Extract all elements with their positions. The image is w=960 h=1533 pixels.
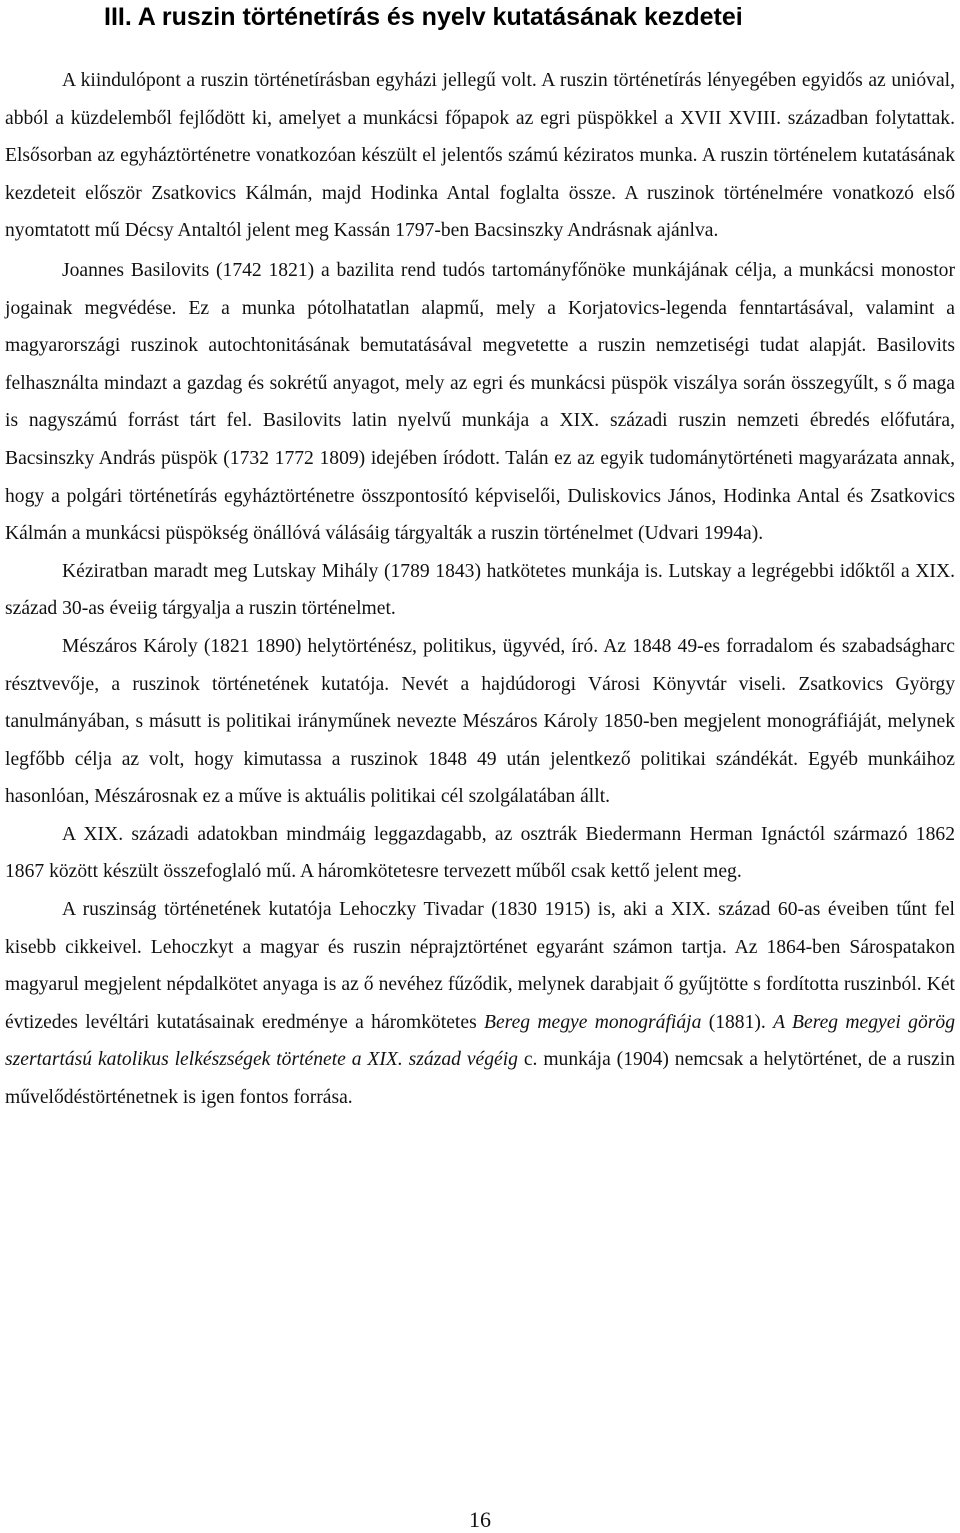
- paragraph-6-text-end: c. munkája (1904) nemcsak a helytörténet, de a ruszin művelődéstörténetnek is igen fontos forrása.: [5, 1049, 955, 1109]
- page-number: 16: [469, 1507, 491, 1532]
- book-title-bereg-monograph: Bereg megye monográfiája: [484, 1011, 702, 1033]
- book-title-bereg-parishes: A Bereg megyei görög szertartású katolikus lelkészségek története a XIX. század végéig: [5, 1011, 955, 1071]
- paragraph-5: A XIX. századi adatokban mindmáig leggazdagabb, az osztrák Biedermann Herman Ignáctól származó 1862 1867 között készült összefoglaló mű. A háromkötetesre tervezett műből csak kettő jelent meg.: [5, 823, 955, 883]
- paragraph-6: [5, 891, 955, 1117]
- paragraph-6-text-middle: (1881).: [701, 1011, 774, 1033]
- paragraph-6-text-start: A ruszinság történetének kutatója Lehoczky Tivadar (1830 1915) is, aki a XIX. század 60-as éveiben tűnt fel kisebb cikkeivel. Lehoczkyt a magyar és ruszin néprajztörténet egyaránt számon tartja. Az 1864-ben Sárospatakon magyarul megjelent népdalkötet anyaga is az ő nevéhez fűződik, melynek darabjait ő gyűjtötte s fordította ruszinból. Két évtizedes levéltári kutatásainak eredménye a háromkötetes: [5, 899, 955, 1033]
- paragraph-4: Mészáros Károly (1821 1890) helytörténész, politikus, ügyvéd, író. Az 1848 49-es forradalom és szabadságharc résztvevője, a ruszinok történetének kutatója. Nevét a hajdúdorogi Városi Könyvtár viseli. Zsatkovics György tanulmányában, s másutt is politikai irányműnek nevezte Mészáros Károly 1850-ben megjelent monográfiáját, melynek legfőbb célja az volt, hogy kimutassa a ruszinok 1848 49 után jelentkező politikai szándékát. Egyéb munkáihoz hasonlóan, Mészárosnak ez a műve is aktuális politikai cél szolgálatában állt.: [5, 635, 955, 808]
- paragraph-3: Kéziratban maradt meg Lutskay Mihály (1789 1843) hatkötetes munkája is. Lutskay a legrégebbi időktől a XIX. század 30-as éveiig tárgyalja a ruszin történelmet.: [5, 560, 955, 620]
- section-heading: III. A ruszin történetírás és nyelv kutatásának kezdetei: [104, 3, 743, 31]
- body-text: [5, 62, 955, 1117]
- paragraph-2: Joannes Basilovits (1742 1821) a bazilita rend tudós tartományfőnöke munkájának célja, a munkácsi monostor jogainak megvédése. Ez a munka pótolhatatlan alapmű, mely a Korjatovics-legenda fenntartásával, valamint a magyarországi ruszinok autochtonitásának bemutatásával megvetette a ruszin nemzetiségi tudat alapját. Basilovits felhasználta mindazt a gazdag és sokrétű anyagot, mely az egri és munkácsi püspök viszálya során összegyűlt, s ő maga is nagyszámú forrást tárt fel. Basilovits latin nyelvű munkája a XIX. századi ruszin nemzeti ébredés előfutára, Bacsinszky András püspök (1732 1772 1809) idejében íródott. Talán ez az egyik tudománytörténeti magyarázata annak, hogy a polgári történetírás egyháztörténetre összpontosító képviselői, Duliskovics János, Hodinka Antal és Zsatkovics Kálmán a munkácsi püspökség önállóvá válásáig tárgyalták a ruszin történelmet (Udvari 1994a).: [5, 259, 955, 545]
- paragraph-1: A kiindulópont a ruszin történetírásban egyházi jellegű volt. A ruszin történetírás lényegében egyidős az unióval, abból a küzdelemből fejlődött ki, amelyet a munkácsi főpapok az egri püspökkel a XVII XVIII. században folytattak. Elsősorban az egyháztörténetre vonatkozóan készült el jelentős számú kéziratos munka. A ruszin történelem kutatásának kezdeteit először Zsatkovics Kálmán, majd Hodinka Antal foglalta össze. A ruszinok történelmére vonatkozó első nyomtatott mű Décsy Antaltól jelent meg Kassán 1797-ben Bacsinszky Andrásnak ajánlva.: [5, 70, 955, 242]
